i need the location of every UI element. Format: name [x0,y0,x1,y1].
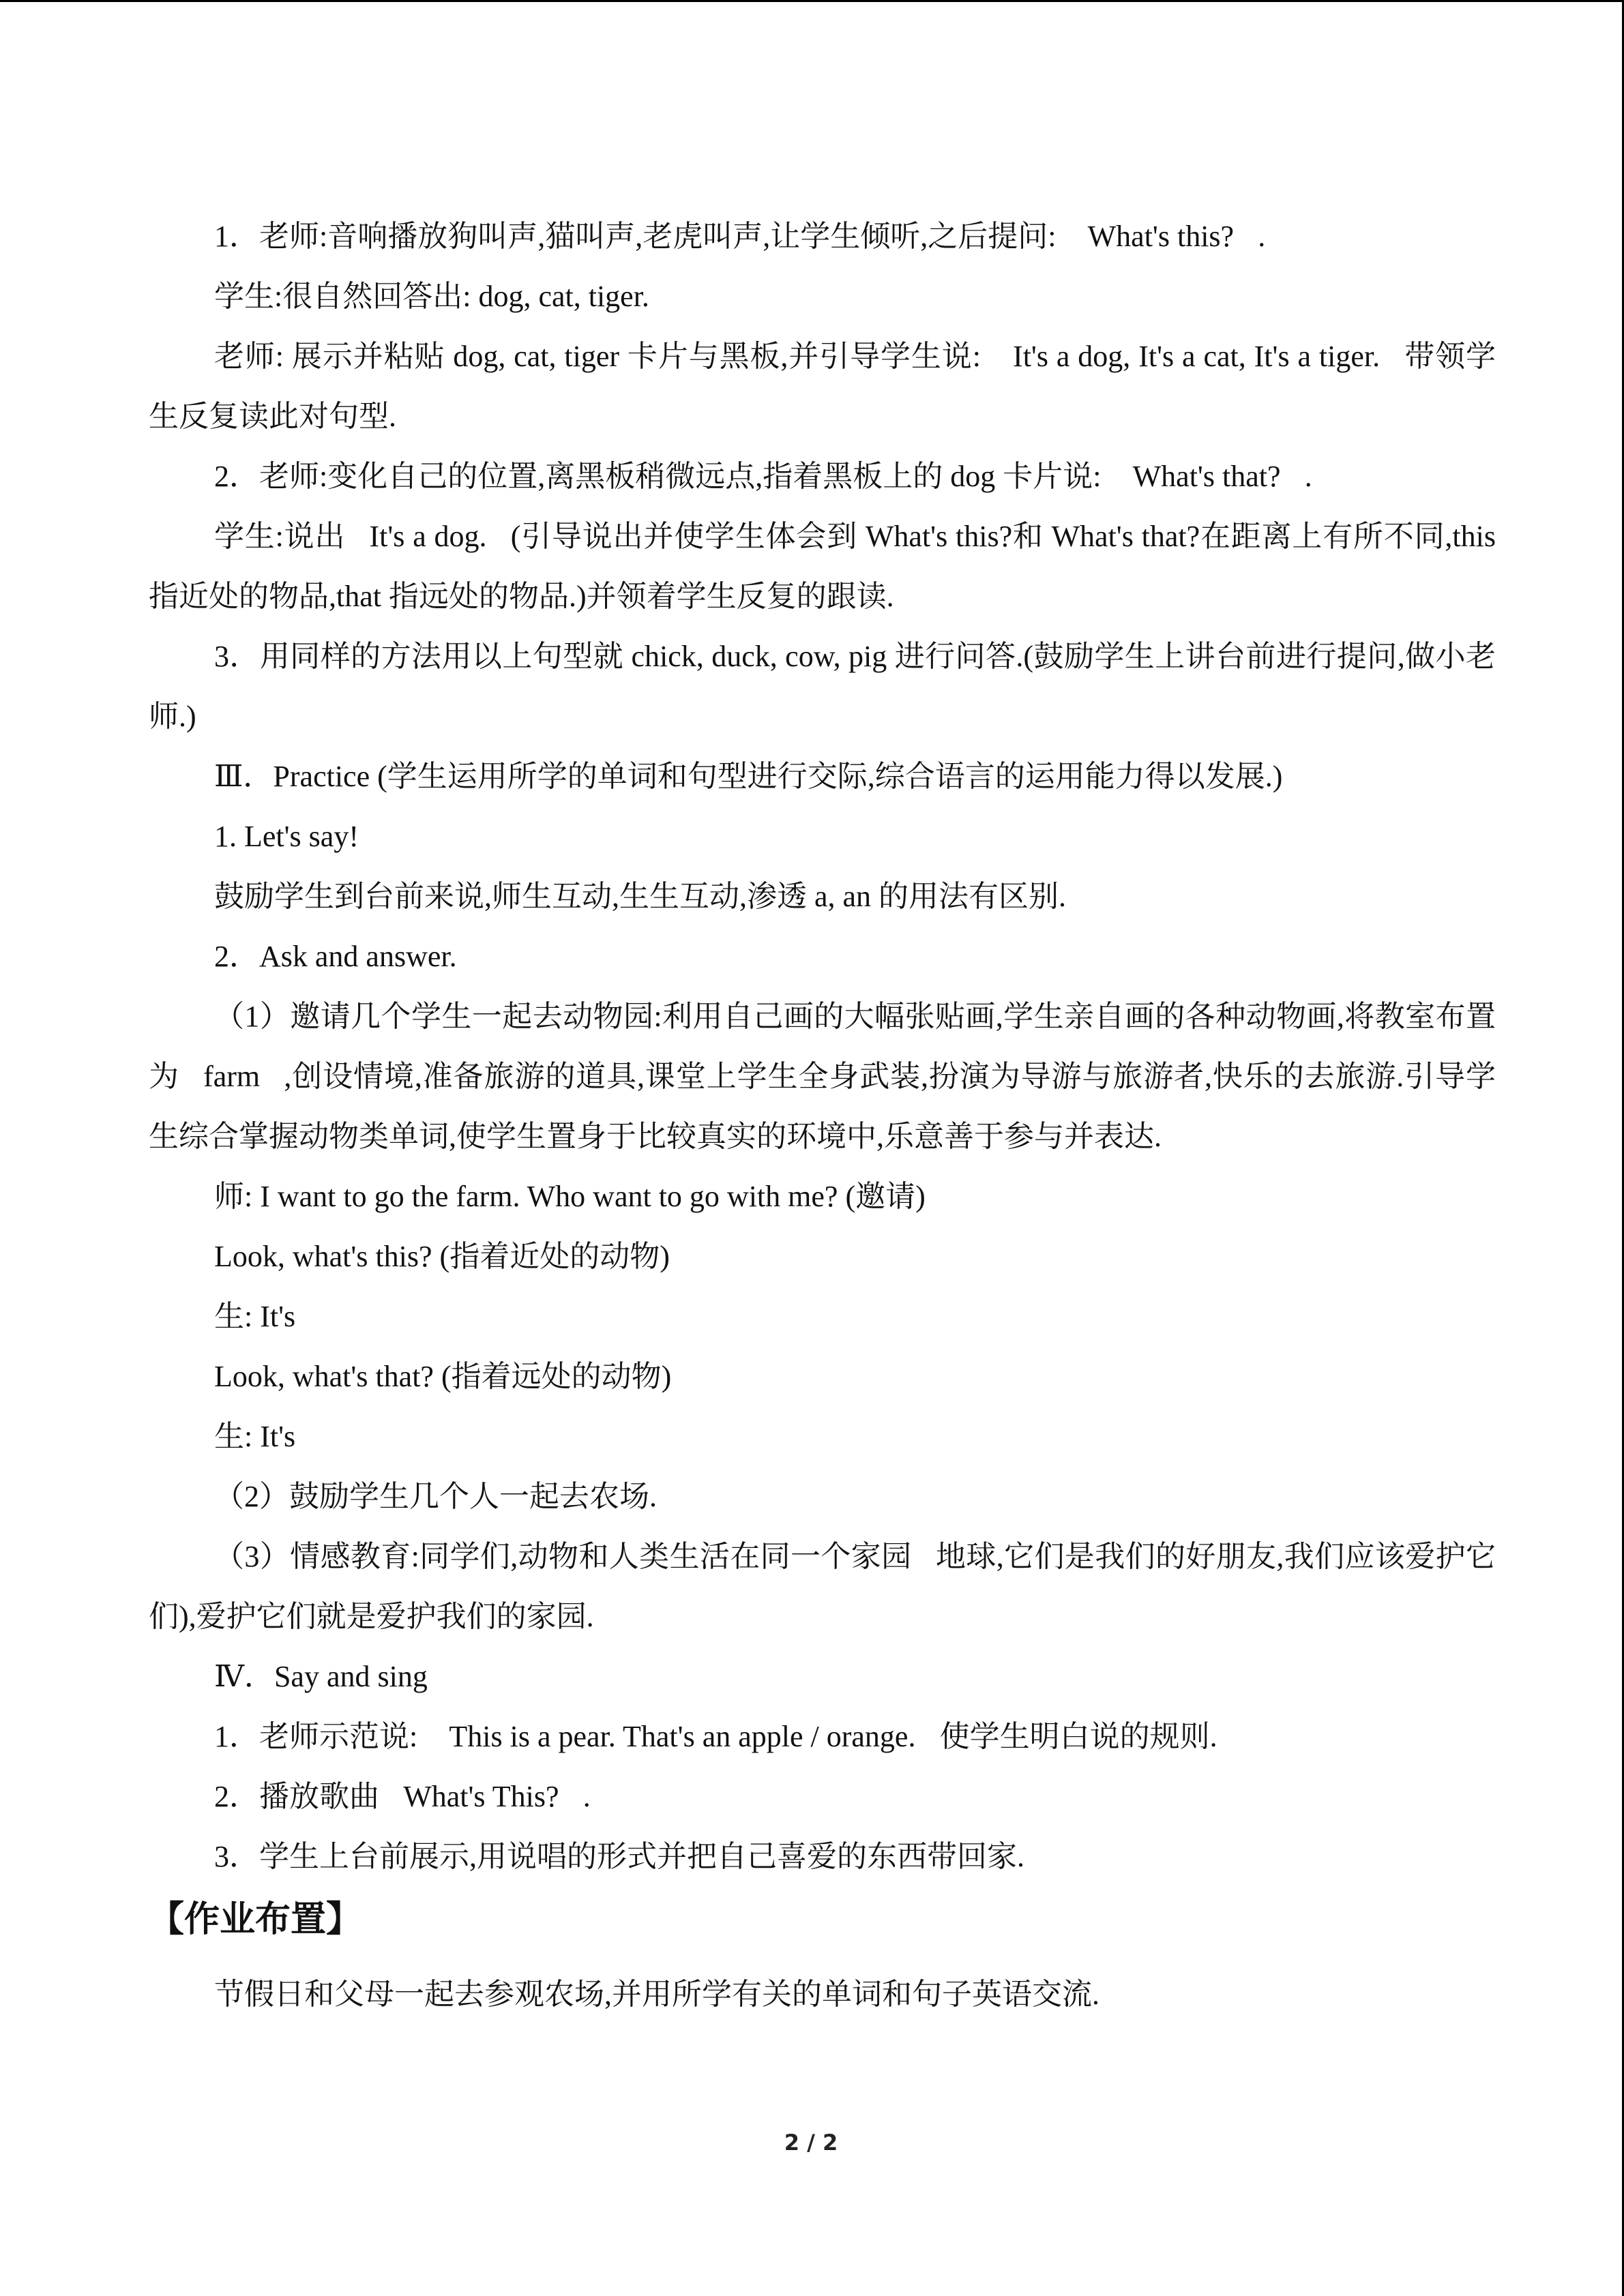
paragraph: Ⅳ．Say and sing [214,1660,428,1693]
paragraph: 3．用同样的方法用以上句型就 chick, duck, cow, pig 进行问答.(鼓励学生上讲台前进行提问,做小老师.) [149,640,1496,733]
paragraph: 3．学生上台前展示,用说唱的形式并把自己喜爱的东西带回家. [214,1840,1024,1873]
paragraph: Look, what's that? (指着远处的动物) [214,1360,672,1393]
paragraph: 2．Ask and answer. [214,940,457,973]
document-body [149,207,1496,2025]
paragraph: 1．老师示范说: This is a pear. That's an apple / orange.使学生明白说的规则. [214,1720,1217,1753]
homework-heading: 【作业布置】 [149,1899,362,1940]
paragraph: Ⅲ．Practice (学生运用所学的单词和句型进行交际,综合语言的运用能力得以发展.) [214,760,1283,793]
paragraph: 2．播放歌曲What's This?. [214,1780,591,1813]
paragraph: 师: I want to go the farm. Who want to go with me? (邀请) [214,1180,926,1213]
paragraph: 1. Let's say! [214,820,359,853]
paragraph: （2）鼓励学生几个人一起去农场. [214,1480,657,1513]
paragraph: 鼓励学生到台前来说,师生互动,生生互动,渗透 a, an 的用法有区别. [214,880,1067,913]
homework-text: 节假日和父母一起去参观农场,并用所学有关的单词和句子英语交流. [214,1978,1099,2011]
paragraph: 1．老师:音响播放狗叫声,猫叫声,老虎叫声,让学生倾听,之后提问: What's this?. [214,220,1266,253]
paragraph: 学生:很自然回答出: dog, cat, tiger. [214,280,649,313]
paragraph: 2．老师:变化自己的位置,离黑板稍微远点,指着黑板上的 dog 卡片说: What's that?. [214,460,1312,493]
paragraph: 学生:说出It's a dog.(引导说出并使学生体会到 What's this?和 What's that?在距离上有所不同,this 指近处的物品,that 指远处的物品.)并领着学生反复的跟读. [149,520,1496,613]
paragraph: 生: It's  [214,1300,327,1333]
paragraph: 生: It's  [214,1420,327,1453]
paragraph: Look, what's this? (指着近处的动物) [214,1240,670,1273]
paragraph: 老师: 展示并粘贴 dog, cat, tiger 卡片与黑板,并引导学生说: It's a dog, It's a cat, It's a tiger.带领学生反复读此对句型. [149,340,1496,433]
paragraph: （1）邀请几个学生一起去动物园:利用自己画的大幅张贴画,学生亲自画的各种动物画,将教室布置为farm,创设情境,准备旅游的道具,课堂上学生全身武装,扮演为导游与旅游者,快乐的去旅游.引导学生综合掌握动物类单词,使学生置身于比较真实的环境中,乐意善于参与并表达. [149,1000,1496,1153]
paragraph: （3）情感教育:同学们,动物和人类生活在同一个家园地球,它们是我们的好朋友,我们应该爱护它们),爱护它们就是爱护我们的家园. [149,1540,1496,1633]
page-number: 2 / 2 [784,2130,838,2156]
